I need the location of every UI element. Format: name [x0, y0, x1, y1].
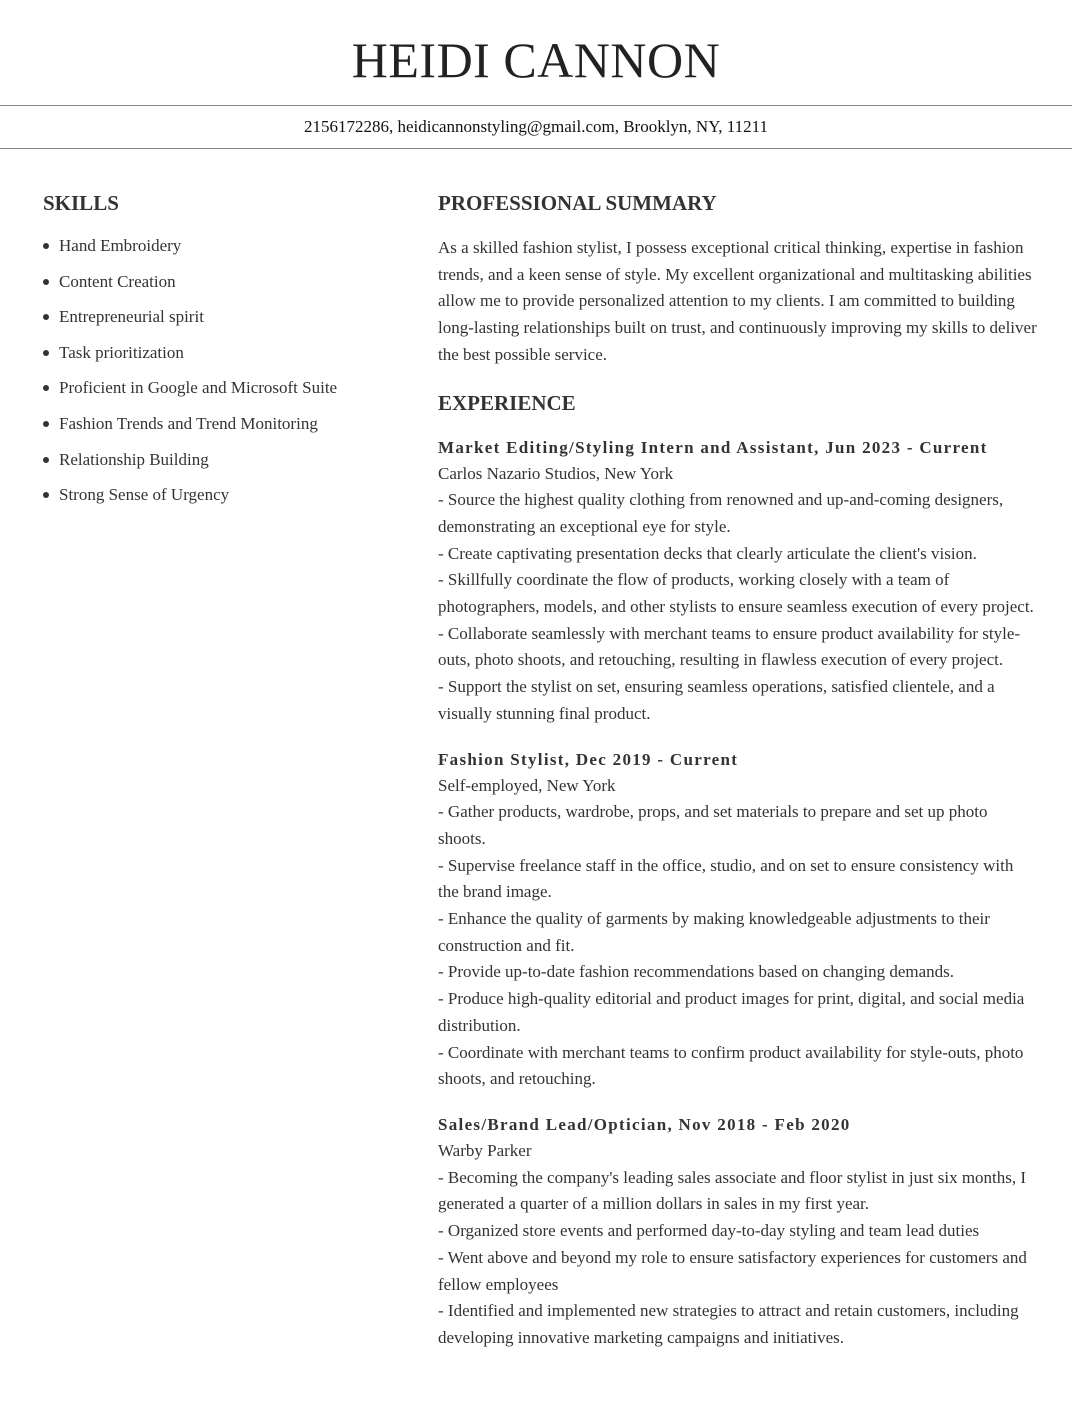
job-company: Self-employed, New York [438, 775, 616, 795]
job-bullet: - Organized store events and performed day-to-day styling and team lead duties [438, 1221, 980, 1241]
skill-label: Relationship Building [59, 449, 209, 469]
right-column [438, 189, 1038, 1352]
left-column [43, 189, 383, 520]
job-bullet: - Collaborate seamlessly with merchant teams to ensure product availability for style-outs, photo shoots, and retouching, resulting in flawless execution of every project. [438, 623, 1021, 670]
skill-item [43, 449, 383, 471]
candidate-name: HEIDI CANNON [351, 32, 721, 88]
skill-item [43, 377, 383, 399]
skill-label: Fashion Trends and Trend Monitoring [59, 413, 318, 433]
summary-text: As a skilled fashion stylist, I possess exceptional critical thinking, expertise in fashion trends, and a keen sense of style. My excellent organizational and multitasking abilities allow me to provide personalized attention to my clients. I am committed to building long-lasting relationships built on trust, and continuously improving my skills to deliver the best possible service. [438, 238, 1037, 364]
job-entry [438, 435, 1038, 728]
skill-label: Strong Sense of Urgency [59, 485, 230, 505]
bullet-dot-icon [43, 385, 49, 391]
job-title: Market Editing/Styling Intern and Assistant, Jun 2023 - Current [438, 437, 988, 457]
skill-item [43, 413, 383, 435]
skill-label: Task prioritization [59, 342, 184, 362]
skill-item [43, 484, 383, 506]
skill-label: Proficient in Google and Microsoft Suite [59, 378, 338, 398]
bullet-dot-icon [43, 457, 49, 463]
skills-list [43, 235, 383, 506]
skill-label: Entrepreneurial spirit [59, 307, 204, 327]
job-bullet: - Produce high-quality editorial and product images for print, digital, and social media distribution. [438, 989, 1025, 1035]
job-entry [438, 1112, 1038, 1352]
job-bullet: - Support the stylist on set, ensuring seamless operations, satisfied clientele, and a visually stunning final product. [438, 677, 995, 723]
bullet-dot-icon [43, 421, 49, 427]
job-bullet: - Identified and implemented new strategies to attract and retain customers, including developing innovative marketing campaigns and initiatives. [438, 1301, 1019, 1347]
job-company: Carlos Nazario Studios, New York [438, 463, 674, 483]
skills-heading: SKILLS [43, 191, 119, 215]
job-title: Fashion Stylist, Dec 2019 - Current [438, 749, 739, 769]
job-entry [438, 747, 1038, 1093]
summary-heading: PROFESSIONAL SUMMARY [438, 191, 717, 215]
job-bullet: - Went above and beyond my role to ensure satisfactory experiences for customers and fellow employees [438, 1247, 1027, 1294]
job-title: Sales/Brand Lead/Optician, Nov 2018 - Feb 2020 [438, 1114, 851, 1134]
job-bullet: - Skillfully coordinate the flow of products, working closely with a team of photographers, models, and other stylists to ensure seamless execution of every project. [438, 570, 1034, 617]
job-bullet: - Coordinate with merchant teams to confirm product availability for style-outs, photo shoots, and retouching. [438, 1042, 1024, 1089]
contact-band [0, 105, 1072, 149]
job-bullet: - Source the highest quality clothing from renowned and up-and-coming designers, demonstrating an exceptional eye for style. [438, 490, 1004, 536]
job-bullet: - Becoming the company's leading sales associate and floor stylist in just six months, I generated a quarter of a million dollars in sales in my first year. [438, 1167, 1027, 1214]
bullet-dot-icon [43, 350, 49, 356]
bullet-dot-icon [43, 492, 49, 498]
contact-info: 2156172286, heidicannonstyling@gmail.com, Brooklyn, NY, 11211 [303, 117, 769, 136]
job-company: Warby Parker [438, 1140, 532, 1160]
skill-item [43, 342, 383, 364]
bullet-dot-icon [43, 279, 49, 285]
job-bullet: - Create captivating presentation decks that clearly articulate the client's vision. [438, 543, 977, 563]
job-bullet: - Provide up-to-date fashion recommendations based on changing demands. [438, 962, 955, 982]
skill-item [43, 306, 383, 328]
job-bullet: - Supervise freelance staff in the office, studio, and on set to ensure consistency with the brand image. [438, 855, 1014, 902]
job-bullet: - Gather products, wardrobe, props, and set materials to prepare and set up photo shoots. [438, 802, 988, 848]
bullet-dot-icon [43, 243, 49, 249]
skill-item [43, 271, 383, 293]
job-bullet: - Enhance the quality of garments by making knowledgeable adjustments to their construction and fit. [438, 909, 990, 955]
bullet-dot-icon [43, 314, 49, 320]
skill-item [43, 235, 383, 257]
experience-heading: EXPERIENCE [438, 390, 576, 415]
skill-label: Hand Embroidery [59, 236, 182, 255]
skill-label: Content Creation [59, 271, 176, 291]
